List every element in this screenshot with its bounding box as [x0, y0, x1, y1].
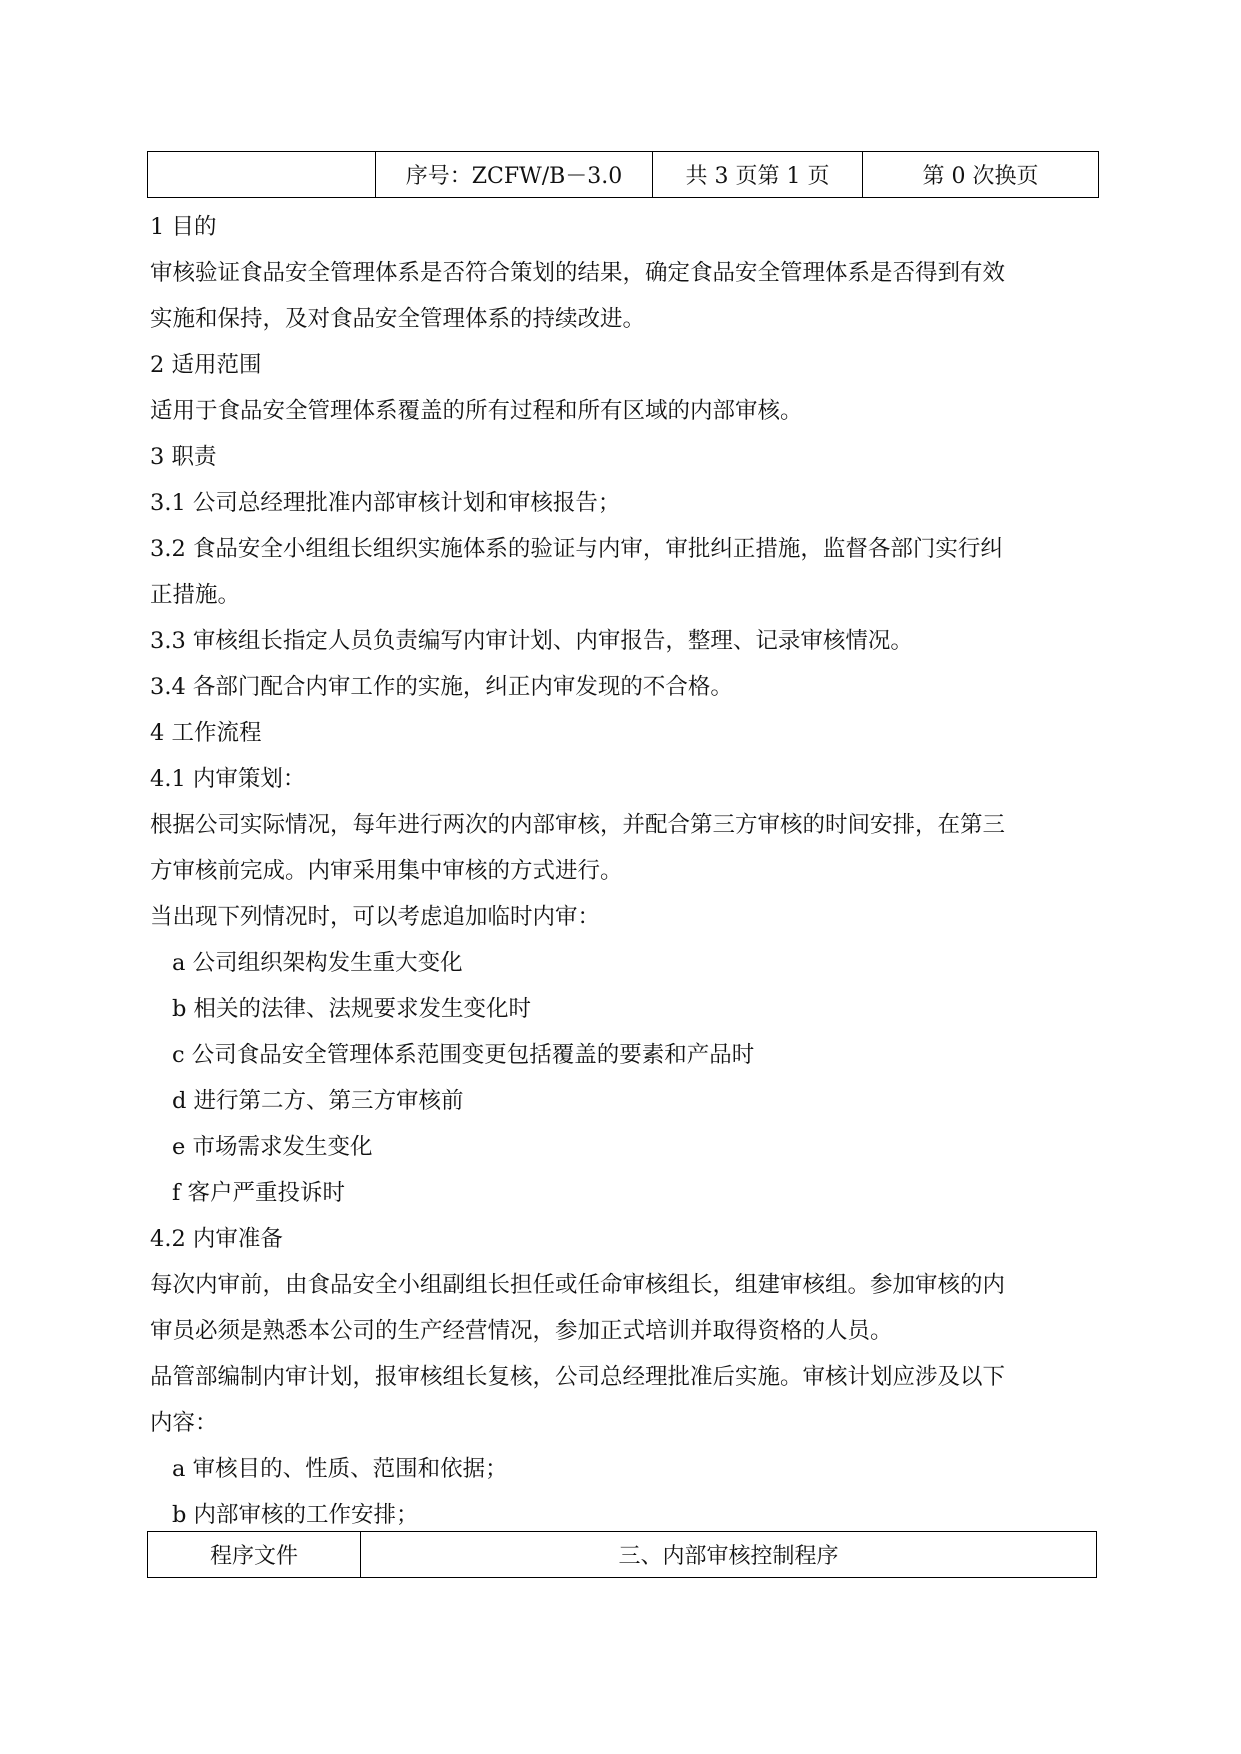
paragraph-line: 根据公司实际情况，每年进行两次的内部审核，并配合第三方审核的时间安排，在第三 — [150, 812, 1006, 838]
paragraph-line: 内容： — [150, 1410, 218, 1436]
paragraph-line: 每次内审前，由食品安全小组副组长担任或任命审核组长，组建审核组。参加审核的内 — [150, 1272, 1006, 1298]
list-item: e 市场需求发生变化 — [172, 1134, 373, 1160]
header-revision: 第 0 次换页 — [863, 152, 1099, 198]
footer-table — [147, 1531, 1097, 1578]
paragraph-line: 3.3 审核组长指定人员负责编写内审计划、内审报告，整理、记录审核情况。 — [150, 628, 913, 654]
paragraph-line: 3.1 公司总经理批准内部审核计划和审核报告； — [150, 490, 621, 516]
list-item: a 公司组织架构发生重大变化 — [172, 950, 463, 976]
paragraph-line: 当出现下列情况时，可以考虑追加临时内审： — [150, 904, 601, 930]
header-blank-cell — [148, 152, 376, 198]
subsection-heading: 4.1 内审策划： — [150, 766, 306, 792]
paragraph-line: 3.4 各部门配合内审工作的实施，纠正内审发现的不合格。 — [150, 674, 733, 700]
list-item: f 客户严重投诉时 — [172, 1180, 345, 1206]
paragraph-line: 适用于食品安全管理体系覆盖的所有过程和所有区域的内部审核。 — [150, 398, 803, 424]
section-heading: 1 目的 — [150, 214, 217, 240]
section-heading: 2 适用范围 — [150, 352, 262, 378]
paragraph-line: 审核验证食品安全管理体系是否符合策划的结果，确定食品安全管理体系是否得到有效 — [150, 260, 1006, 286]
list-item: a 审核目的、性质、范围和依据； — [172, 1456, 508, 1482]
section-heading: 4 工作流程 — [150, 720, 262, 746]
paragraph-line: 3.2 食品安全小组组长组织实施体系的验证与内审，审批纠正措施，监督各部门实行纠 — [150, 536, 1003, 562]
list-item: b 内部审核的工作安排； — [172, 1502, 419, 1528]
footer-doc-type: 程序文件 — [148, 1532, 361, 1578]
paragraph-line: 正措施。 — [150, 582, 241, 608]
paragraph-line: 品管部编制内审计划，报审核组长复核，公司总经理批准后实施。审核计划应涉及以下 — [150, 1364, 1006, 1390]
paragraph-line: 方审核前完成。内审采用集中审核的方式进行。 — [150, 858, 623, 884]
list-item: d 进行第二方、第三方审核前 — [172, 1088, 464, 1114]
paragraph-line: 审员必须是熟悉本公司的生产经营情况，参加正式培训并取得资格的人员。 — [150, 1318, 893, 1344]
list-item: b 相关的法律、法规要求发生变化时 — [172, 996, 532, 1022]
list-item: c 公司食品安全管理体系范围变更包括覆盖的要素和产品时 — [172, 1042, 755, 1068]
header-table — [147, 151, 1099, 198]
subsection-heading: 4.2 内审准备 — [150, 1226, 283, 1252]
header-page-count: 共 3 页第 1 页 — [653, 152, 863, 198]
document-body — [150, 204, 1098, 1538]
footer-doc-title: 三、内部审核控制程序 — [361, 1532, 1097, 1578]
paragraph-line: 实施和保持，及对食品安全管理体系的持续改进。 — [150, 306, 646, 332]
section-heading: 3 职责 — [150, 444, 217, 470]
header-serial-number: 序号：ZCFW/B－3.0 — [376, 152, 653, 198]
